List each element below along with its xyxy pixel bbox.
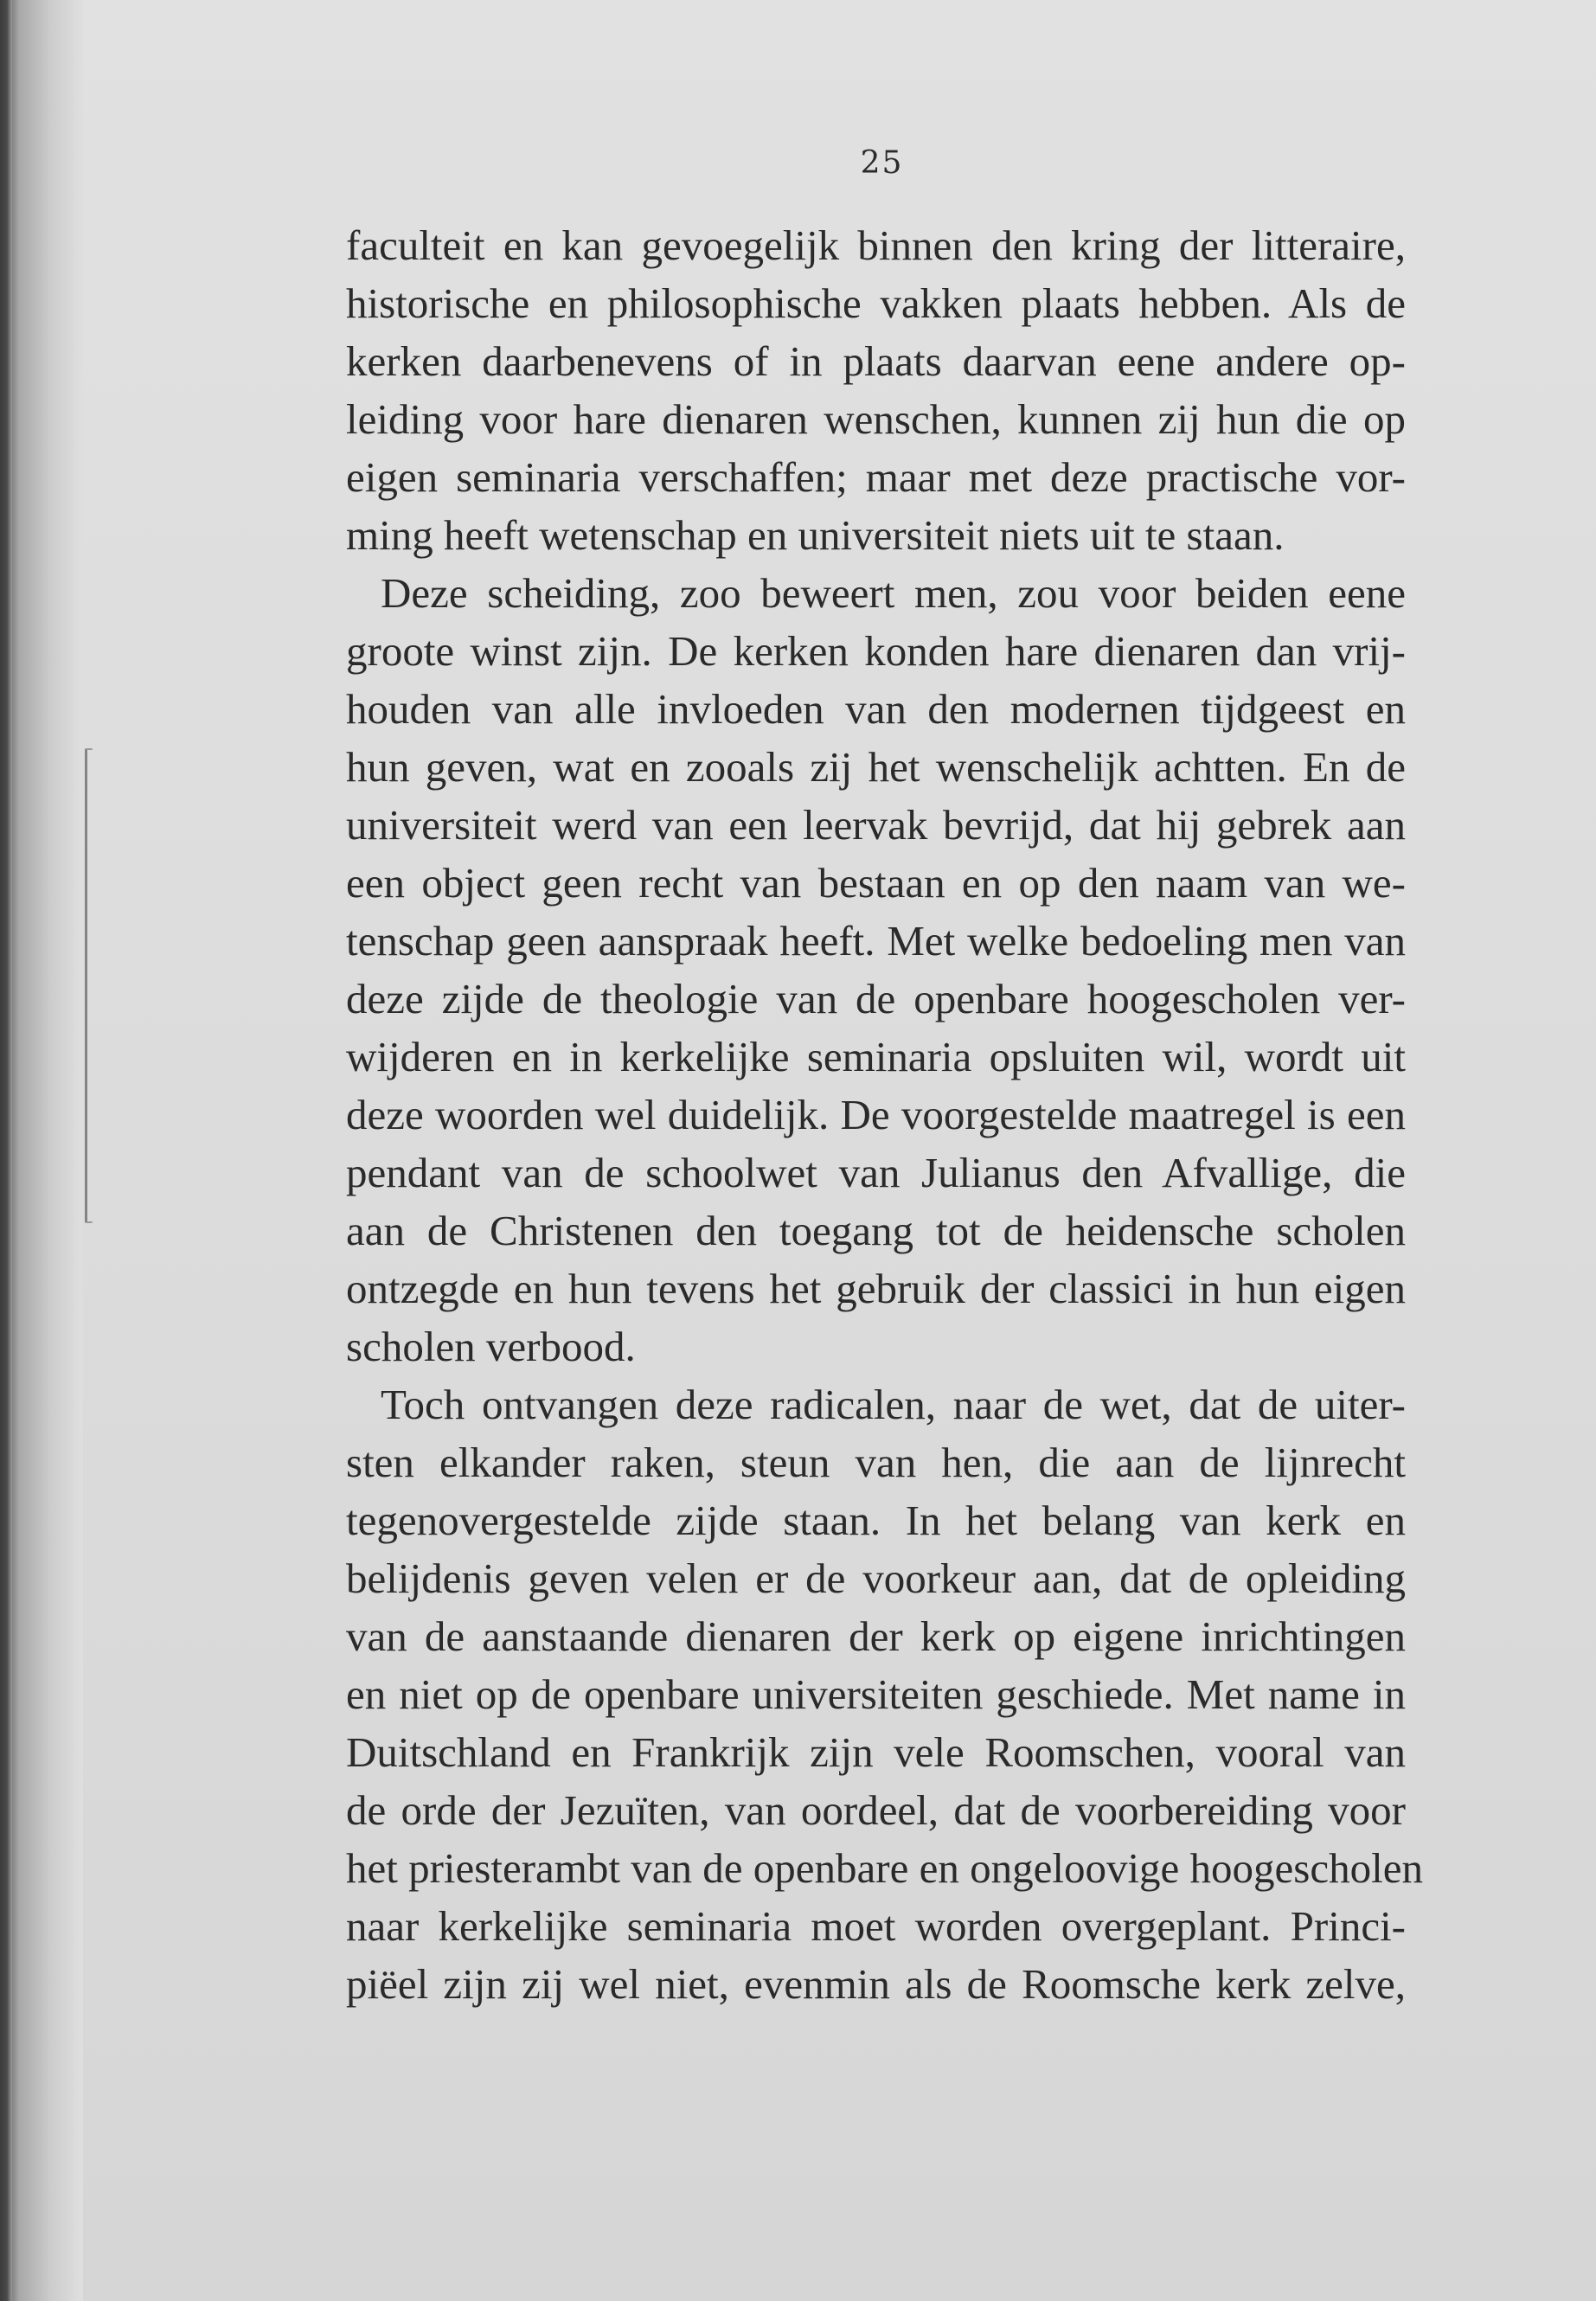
text-line: de orde der Jezuïten, van oordeel, dat de voorbereiding voor [346, 1786, 1406, 1834]
text-line: leiding voor hare dienaren wenschen, kunnen zij hun die op [346, 395, 1406, 443]
text-line: van de aanstaande dienaren der kerk op eigene inrichtingen [346, 1612, 1406, 1660]
text-line: eigen seminaria verschaffen; maar met deze practische vor- [346, 453, 1406, 501]
text-line: wijderen en in kerkelijke seminaria opsluiten wil, wordt uit [346, 1033, 1406, 1080]
paragraph-first-line: Deze scheiding, zoo beweert men, zou voor beiden eene [381, 569, 1406, 617]
text-line: en niet op de openbare universiteiten geschiede. Met name in [346, 1670, 1406, 1718]
text-line: tenschap geen aanspraak heeft. Met welke bedoeling men van [346, 917, 1406, 965]
text-line: Duitschland en Frankrijk zijn vele Roomschen, vooral van [346, 1728, 1406, 1776]
text-line: hun geven, wat en zooals zij het wenschelijk achtten. En de [346, 743, 1406, 791]
text-line: groote winst zijn. De kerken konden hare dienaren dan vrij- [346, 627, 1406, 675]
spine-shadow [12, 0, 81, 2301]
text-line: sten elkander raken, steun van hen, die aan de lijnrecht [346, 1439, 1406, 1486]
text-line: belijdenis geven velen er de voorkeur aan, dat de opleiding [346, 1554, 1406, 1602]
text-line: faculteit en kan gevoegelijk binnen den kring der litteraire, [346, 221, 1406, 269]
text-line: aan de Christenen den toegang tot de heidensche scholen [346, 1207, 1406, 1254]
text-line: historische en philosophische vakken plaats hebben. Als de [346, 279, 1406, 327]
text-line: kerken daarbenevens of in plaats daarvan eene andere op- [346, 337, 1406, 385]
text-line: ming heeft wetenschap en universiteit niets uit te staan. [346, 511, 1285, 559]
text-line: universiteit werd van een leervak bevrijd, dat hij gebrek aan [346, 801, 1406, 849]
text-line: het priesterambt van de openbare en ongeloovige hoogescholen [346, 1844, 1423, 1892]
text-line: piëel zijn zij wel niet, evenmin als de Roomsche kerk zelve, [346, 1960, 1406, 2008]
text-line: deze zijde de theologie van de openbare hoogescholen ver- [346, 975, 1406, 1022]
binding-mark [85, 748, 93, 1223]
text-line: houden van alle invloeden van den modernen tijdgeest en [346, 685, 1406, 733]
text-line: naar kerkelijke seminaria moet worden overgeplant. Princi- [346, 1902, 1406, 1950]
page-number: 25 [860, 145, 904, 181]
text-line: een object geen recht van bestaan en op den naam van we- [346, 859, 1406, 907]
text-line: ontzegde en hun tevens het gebruik der classici in hun eigen [346, 1265, 1406, 1312]
paragraph-first-line: Toch ontvangen deze radicalen, naar de wet, dat de uiter- [381, 1381, 1406, 1428]
text-line: tegenovergestelde zijde staan. In het belang van kerk en [346, 1497, 1406, 1544]
body-text [346, 216, 1423, 2013]
text-line: deze woorden wel duidelijk. De voorgestelde maatregel is een [346, 1091, 1406, 1138]
text-line: pendant van de schoolwet van Julianus den Afvallige, die [346, 1149, 1406, 1196]
text-line: scholen verbood. [346, 1323, 636, 1370]
